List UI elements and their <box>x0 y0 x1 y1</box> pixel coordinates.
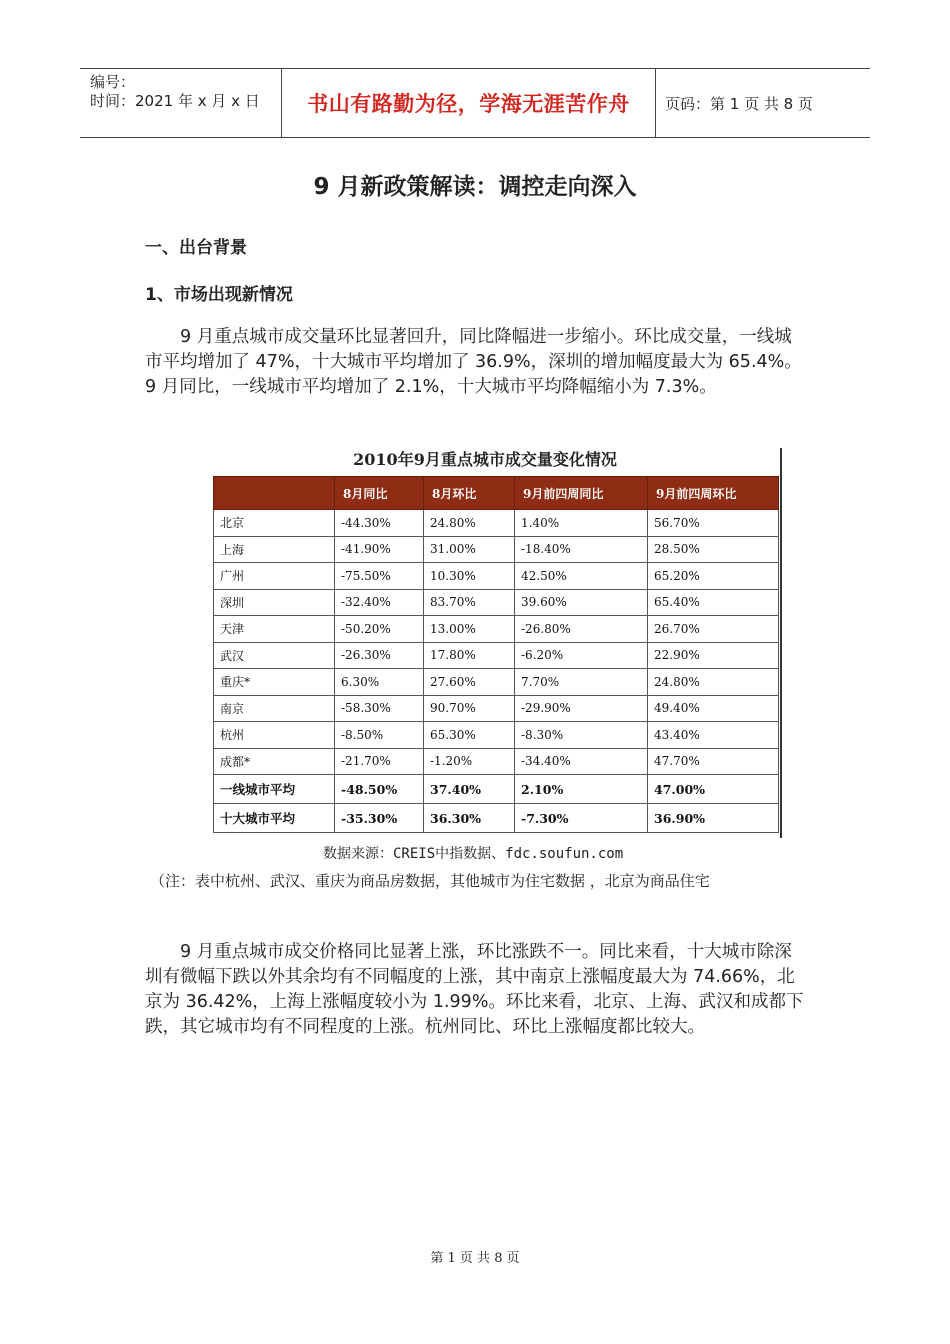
table-row <box>214 669 779 696</box>
header-cell: 8月环比 <box>424 477 515 510</box>
value-cell: 22.90% <box>648 642 779 669</box>
value-cell: 24.80% <box>424 510 515 537</box>
value-cell: 36.90% <box>648 804 779 833</box>
subsection-heading: 1、市场出现新情况 <box>145 285 293 305</box>
header-cell: 9月前四周环比 <box>648 477 779 510</box>
table-note: （注：表中杭州、武汉、重庆为商品房数据，其他城市为住宅数据 ，北京为商品住宅 <box>150 872 710 890</box>
city-cell: 杭州 <box>214 722 335 749</box>
value-cell: -35.30% <box>335 804 424 833</box>
value-cell: 28.50% <box>648 536 779 563</box>
value-cell: -34.40% <box>515 748 648 775</box>
table-row <box>214 589 779 616</box>
value-cell: 27.60% <box>424 669 515 696</box>
paragraph-price: 9 月重点城市成交价格同比显著上涨，环比涨跌不一。同比来看，十大城市除深圳有微幅下跌以外其余均有不同幅度的上涨，其中南京上涨幅度最大为 74.66%，北京为 36.42%，上海上涨幅度较小为 1.99%。环比来看，北京、上海、武汉和成都下跌，其它城市均有不同程度的上涨。杭州同比、环比上涨幅度都比较大。 <box>145 942 804 1037</box>
table-row <box>214 563 779 590</box>
value-cell: 24.80% <box>648 669 779 696</box>
city-cell: 成都* <box>214 748 335 775</box>
value-cell: -6.20% <box>515 642 648 669</box>
value-cell: 47.70% <box>648 748 779 775</box>
value-cell: -8.50% <box>335 722 424 749</box>
value-cell: -18.40% <box>515 536 648 563</box>
header-cell <box>214 477 335 510</box>
value-cell: 49.40% <box>648 695 779 722</box>
table-row <box>214 642 779 669</box>
city-cell: 重庆* <box>214 669 335 696</box>
page-footer: 第 1 页 共 8 页 <box>430 1251 520 1266</box>
value-cell: 7.70% <box>515 669 648 696</box>
value-cell: 17.80% <box>424 642 515 669</box>
value-cell: 90.70% <box>424 695 515 722</box>
value-cell: -7.30% <box>515 804 648 833</box>
value-cell: -26.80% <box>515 616 648 643</box>
summary-label-cell: 一线城市平均 <box>214 775 335 804</box>
value-cell: -58.30% <box>335 695 424 722</box>
value-cell: 65.40% <box>648 589 779 616</box>
table-header-row <box>214 477 779 510</box>
value-cell: 6.30% <box>335 669 424 696</box>
value-cell: -8.30% <box>515 722 648 749</box>
value-cell: -29.90% <box>515 695 648 722</box>
value-cell: 65.20% <box>648 563 779 590</box>
value-cell: 47.00% <box>648 775 779 804</box>
value-cell: 31.00% <box>424 536 515 563</box>
value-cell: -50.20% <box>335 616 424 643</box>
table-row <box>214 722 779 749</box>
city-cell: 南京 <box>214 695 335 722</box>
table-row <box>214 616 779 643</box>
table-figure <box>205 443 781 863</box>
value-cell: -32.40% <box>335 589 424 616</box>
data-source: 数据来源：CREIS中指数据、fdc.soufun.com <box>323 846 624 862</box>
value-cell: -75.50% <box>335 563 424 590</box>
city-cell: 上海 <box>214 536 335 563</box>
value-cell: 43.40% <box>648 722 779 749</box>
value-cell: 26.70% <box>648 616 779 643</box>
value-cell: 37.40% <box>424 775 515 804</box>
value-cell: 36.30% <box>424 804 515 833</box>
header-cell: 8月同比 <box>335 477 424 510</box>
value-cell: -41.90% <box>335 536 424 563</box>
table-title: 2010年9月重点城市成交量变化情况 <box>353 450 617 469</box>
header-page-info: 页码：第 1 页 共 8 页 <box>665 94 813 113</box>
value-cell: 42.50% <box>515 563 648 590</box>
value-cell: 10.30% <box>424 563 515 590</box>
number-label: 编号： <box>90 73 136 91</box>
city-cell: 深圳 <box>214 589 335 616</box>
value-cell: -21.70% <box>335 748 424 775</box>
volume-table <box>213 476 779 833</box>
section-heading: 一、出台背景 <box>145 238 247 258</box>
summary-row <box>214 775 779 804</box>
table-row <box>214 748 779 775</box>
value-cell: 13.00% <box>424 616 515 643</box>
header-cell: 9月前四周同比 <box>515 477 648 510</box>
table-row <box>214 536 779 563</box>
header-motto: 书山有路勤为径，学海无涯苦作舟 <box>281 69 656 137</box>
figure-border-line <box>780 448 782 838</box>
city-cell: 北京 <box>214 510 335 537</box>
document-title: 9 月新政策解读：调控走向深入 <box>313 174 637 200</box>
value-cell: -26.30% <box>335 642 424 669</box>
value-cell: 56.70% <box>648 510 779 537</box>
table-row <box>214 695 779 722</box>
value-cell: 2.10% <box>515 775 648 804</box>
table-row <box>214 510 779 537</box>
value-cell: -44.30% <box>335 510 424 537</box>
city-cell: 广州 <box>214 563 335 590</box>
value-cell: -48.50% <box>335 775 424 804</box>
time-label: 时间：2021 年 x 月 x 日 <box>90 92 260 110</box>
summary-label-cell: 十大城市平均 <box>214 804 335 833</box>
value-cell: 39.60% <box>515 589 648 616</box>
value-cell: 65.30% <box>424 722 515 749</box>
city-cell: 天津 <box>214 616 335 643</box>
header-meta <box>80 69 280 137</box>
paragraph-volume: 9 月重点城市成交量环比显著回升，同比降幅进一步缩小。环比成交量，一线城市平均增加了 47%，十大城市平均增加了 36.9%，深圳的增加幅度最大为 65.4%。9 月同比，一线城市平均增加了 2.1%，十大城市平均降幅缩小为 7.3%。 <box>145 327 802 397</box>
value-cell: 83.70% <box>424 589 515 616</box>
summary-row <box>214 804 779 833</box>
document-header <box>80 68 870 138</box>
value-cell: -1.20% <box>424 748 515 775</box>
value-cell: 1.40% <box>515 510 648 537</box>
city-cell: 武汉 <box>214 642 335 669</box>
